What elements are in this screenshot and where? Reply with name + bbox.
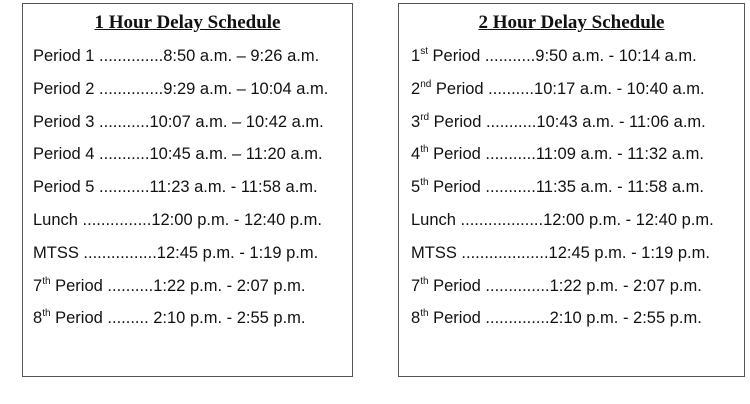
row-pre: Period 4	[33, 145, 95, 164]
row-time: 8:50 a.m. – 9:26 a.m.	[163, 47, 320, 65]
row-time: 10:45 a.m. – 11:20 a.m.	[149, 145, 323, 164]
schedule-row	[399, 40, 744, 73]
row-dots: ................	[78, 243, 157, 262]
row-pre: Lunch	[411, 210, 456, 229]
schedule-row	[23, 106, 352, 139]
row-post: Period	[428, 145, 481, 164]
row-pre: 3	[411, 112, 421, 131]
row-sup: nd	[420, 78, 432, 90]
schedule-row	[399, 237, 744, 270]
row-dots: ..........	[483, 79, 535, 98]
row-sup: th	[420, 144, 429, 156]
row-pre: 8	[411, 309, 421, 328]
row-time: 12:45 p.m. - 1:19 p.m.	[156, 243, 319, 262]
row-time: 12:00 p.m. - 12:40 p.m.	[543, 210, 714, 229]
row-pre: Period 1	[33, 47, 95, 65]
row-time: 10:17 a.m. - 10:40 a.m.	[534, 79, 705, 98]
schedule-row	[399, 73, 744, 106]
schedule-row	[23, 40, 352, 73]
schedule-row	[399, 302, 744, 335]
row-dots: ...........	[94, 178, 150, 197]
row-sup: th	[420, 177, 429, 189]
row-dots: ..............	[480, 276, 550, 295]
row-time: 11:23 a.m. - 11:58 a.m.	[149, 178, 318, 197]
row-time: 9:29 a.m. – 10:04 a.m.	[163, 79, 329, 98]
row-dots: ..............	[94, 79, 164, 98]
row-pre: 5	[411, 178, 421, 197]
row-dots: ..........	[102, 276, 154, 295]
row-pre: 1	[411, 47, 421, 65]
row-pre: MTSS	[411, 243, 457, 262]
row-dots: ...........	[480, 47, 536, 65]
schedule-row	[399, 138, 744, 171]
row-time: 10:07 a.m. – 10:42 a.m.	[149, 112, 324, 131]
row-sup: st	[420, 46, 428, 57]
row-sup: th	[420, 308, 429, 320]
row-dots: ..............	[480, 309, 550, 328]
row-dots: ...........	[94, 112, 150, 131]
schedule-row	[23, 171, 352, 204]
row-pre: 7	[33, 276, 43, 295]
schedule-row	[399, 204, 744, 237]
row-dots: ..............	[94, 47, 164, 65]
row-pre: MTSS	[33, 243, 79, 262]
schedule-row	[23, 73, 352, 106]
row-dots: ...................	[456, 243, 549, 262]
row-dots: ...........	[481, 112, 537, 131]
row-pre: 2	[411, 79, 421, 98]
row-post: Period	[428, 276, 481, 295]
row-time: 2:10 p.m. - 2:55 p.m.	[549, 309, 702, 328]
schedule-row	[399, 270, 744, 303]
row-post: Period	[50, 276, 103, 295]
row-dots: ..................	[455, 210, 544, 229]
row-post: Period	[429, 112, 482, 131]
schedule-title: 2 Hour Delay Schedule	[478, 12, 665, 33]
row-pre: Period 5	[33, 178, 95, 197]
row-pre: Period 3	[33, 112, 95, 131]
schedule-title: 1 Hour Delay Schedule	[94, 12, 281, 33]
row-dots: .........	[102, 309, 154, 328]
schedule-row	[23, 270, 352, 303]
row-post: Period	[431, 79, 484, 98]
schedule-row	[23, 237, 352, 270]
schedule-row	[23, 138, 352, 171]
row-pre: 4	[411, 145, 421, 164]
row-pre: Period 2	[33, 79, 95, 98]
row-time: 11:35 a.m. - 11:58 a.m.	[535, 178, 704, 197]
row-time: 1:22 p.m. - 2:07 p.m.	[549, 276, 702, 295]
row-sup: th	[42, 275, 51, 287]
row-post: Period	[50, 309, 103, 328]
row-dots: ...............	[77, 210, 152, 229]
row-pre: 8	[33, 309, 43, 328]
row-dots: ...........	[94, 145, 150, 164]
row-time: 10:43 a.m. - 11:06 a.m.	[536, 112, 706, 131]
row-time: 2:10 p.m. - 2:55 p.m.	[153, 309, 306, 328]
schedule-row	[399, 106, 744, 139]
row-post: Period	[427, 47, 481, 65]
two-hour-delay-schedule	[398, 3, 745, 377]
row-sup: th	[42, 308, 51, 320]
schedule-row	[23, 204, 352, 237]
row-dots: ...........	[480, 178, 536, 197]
row-time: 1:22 p.m. - 2:07 p.m.	[153, 276, 306, 295]
row-post: Period	[428, 178, 481, 197]
one-hour-delay-schedule	[22, 3, 353, 377]
row-sup: rd	[420, 111, 430, 123]
row-time: 12:45 p.m. - 1:19 p.m.	[548, 243, 710, 262]
row-pre: 7	[411, 276, 421, 295]
schedule-row	[23, 302, 352, 335]
row-dots: ...........	[480, 145, 536, 164]
row-post: Period	[428, 309, 481, 328]
row-time: 12:00 p.m. - 12:40 p.m.	[151, 210, 322, 229]
schedule-row	[399, 171, 744, 204]
row-time: 9:50 a.m. - 10:14 a.m.	[535, 47, 697, 65]
row-sup: th	[420, 275, 429, 287]
row-time: 11:09 a.m. - 11:32 a.m.	[535, 145, 704, 164]
row-pre: Lunch	[33, 210, 78, 229]
